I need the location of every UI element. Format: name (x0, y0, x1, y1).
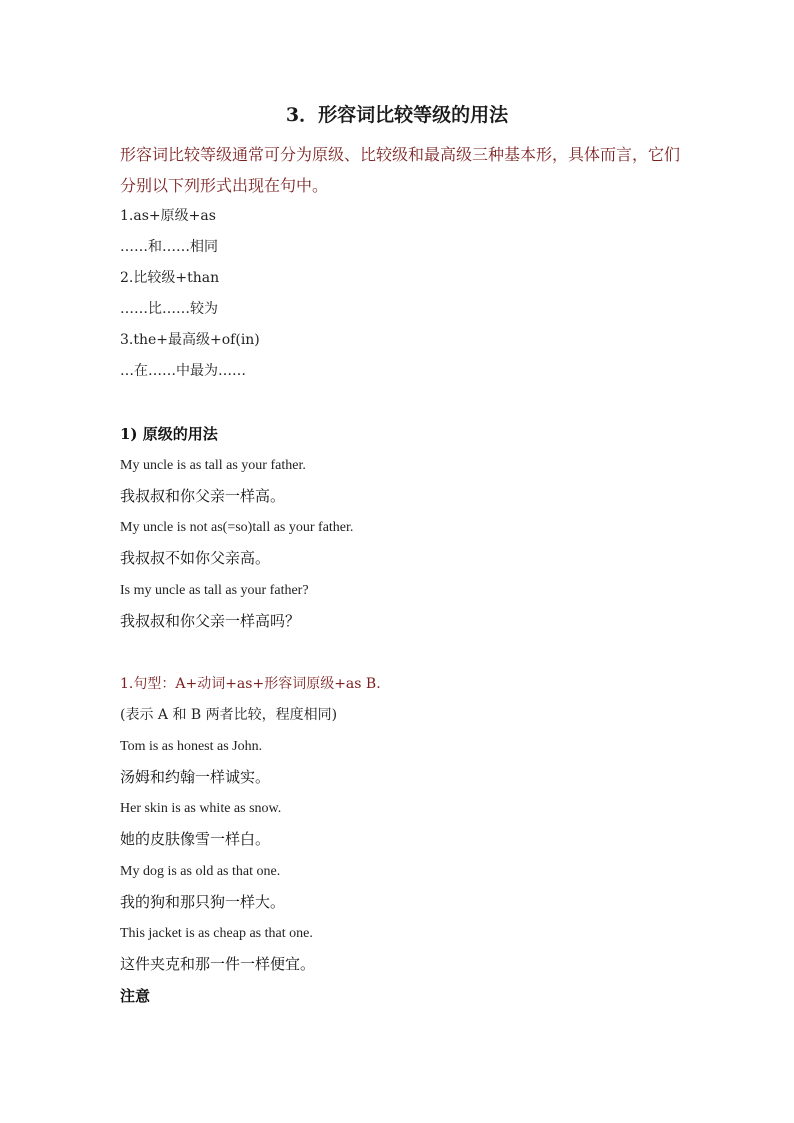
example-zh-2: 我叔叔不如你父亲高。 (120, 549, 271, 567)
intro-line-1: 形容词比较等级通常可分为原级、比较级和最高级三种基本形，具体而言，它们 (120, 145, 681, 164)
pattern-heading-1: 1.句型：A+动词+as+形容词原级+as B. (120, 676, 381, 692)
pattern-example-zh-3: 我的狗和那只狗一样大。 (120, 893, 286, 911)
pattern-example-zh-1: 汤姆和约翰一样诚实。 (120, 768, 271, 786)
form-formula-1: 1.as+原级+as (120, 208, 216, 224)
intro-line-2: 分别以下列形式出现在句中。 (120, 176, 329, 195)
pattern-example-en-2: Her skin is as white as snow. (120, 801, 282, 816)
pattern-note-1: (表示 A 和 B 两者比较，程度相同) (120, 707, 338, 723)
form-meaning-3: …在……中最为…… (120, 363, 246, 379)
pattern-example-en-4: This jacket is as cheap as that one. (120, 926, 313, 941)
note-label: 注意 (120, 987, 151, 1005)
example-en-2: My uncle is not as(=so)tall as your father. (120, 520, 354, 535)
section-heading-positive: 1) 原级的用法 (120, 425, 218, 443)
example-en-1: My uncle is as tall as your father. (120, 458, 306, 473)
pattern-example-zh-2: 她的皮肤像雪一样白。 (120, 830, 271, 848)
pattern-example-en-1: Tom is as honest as John. (120, 739, 263, 754)
example-zh-1: 我叔叔和你父亲一样高。 (120, 487, 286, 505)
page-title: 3．形容词比较等级的用法 (285, 104, 509, 126)
pattern-example-zh-4: 这件夹克和那一件一样便宜。 (120, 955, 316, 973)
form-formula-2: 2.比较级+than (120, 270, 220, 286)
form-formula-3: 3.the+最高级+of(in) (120, 332, 260, 348)
pattern-example-en-3: My dog is as old as that one. (120, 864, 281, 879)
form-meaning-1: ……和……相同 (120, 239, 218, 255)
example-en-3: Is my uncle as tall as your father? (120, 583, 309, 598)
example-zh-3: 我叔叔和你父亲一样高吗？ (120, 612, 301, 630)
form-meaning-2: ……比……较为 (120, 301, 218, 317)
